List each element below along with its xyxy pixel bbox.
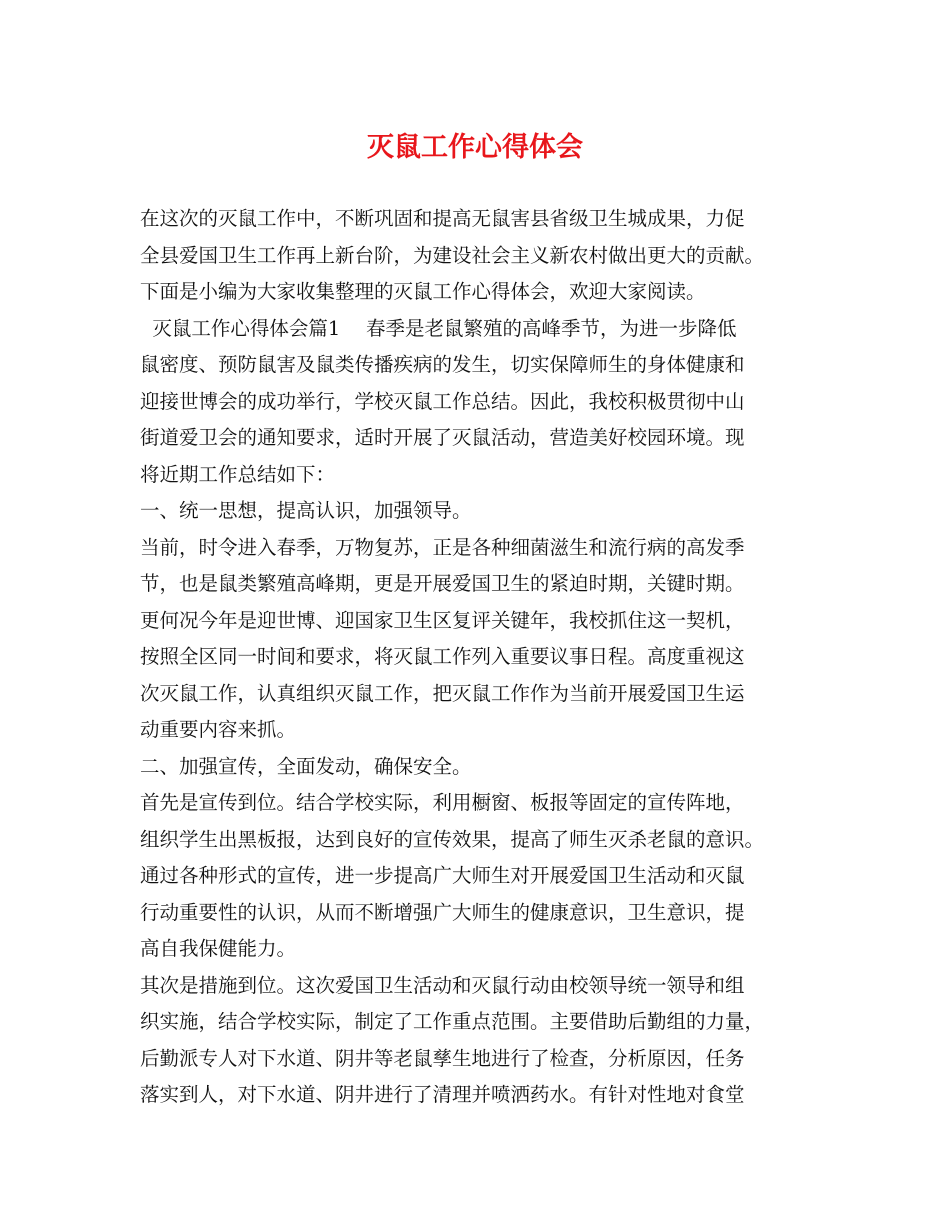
text-line: 迎接世博会的成功举行，学校灭鼠工作总结。因此，我校积极贯彻中山 — [140, 389, 745, 413]
text-line: 更何况今年是迎世博、迎国家卫生区复评关键年，我校抓住这一契机， — [140, 608, 745, 632]
text-line: 行动重要性的认识，从而不断增强广大师生的健康意识，卫生意识，提 — [140, 900, 745, 924]
text-line: 下面是小编为大家收集整理的灭鼠工作心得体会，欢迎大家阅读。 — [140, 280, 706, 303]
section-heading: 二、加强宣传，全面发动，确保安全。 — [140, 754, 472, 778]
text-line: 节，也是鼠类繁殖高峰期，更是开展爱国卫生的紧迫时期，关键时期。 — [140, 572, 745, 595]
text-line: 后勤派专人对下水道、阴井等老鼠孳生地进行了检查，分析原因，任务 — [140, 1046, 745, 1070]
text-line: 动重要内容来抓。 — [140, 718, 297, 741]
text-line: 织实施，结合学校实际，制定了工作重点范围。主要借助后勤组的力量， — [140, 1010, 765, 1033]
text-line: 将近期工作总结如下： — [140, 462, 336, 486]
text-line: 鼠密度、预防鼠害及鼠类传播疾病的发生，切实保障师生的身体健康和 — [140, 353, 745, 376]
text-line: 高自我保健能力。 — [140, 937, 297, 960]
text-line: 通过各种形式的宣传，进一步提高广大师生对开展爱国卫生活动和灭鼠 — [140, 864, 745, 887]
text-line: 组织学生出黑板报，达到良好的宣传效果，提高了师生灭杀老鼠的意识。 — [140, 827, 765, 851]
text-line: 在这次的灭鼠工作中，不断巩固和提高无鼠害县省级卫生城成果，力促 — [140, 207, 745, 230]
text-line: 灭鼠工作心得体会篇1 春季是老鼠繁殖的高峰季节，为进一步降低 — [140, 316, 737, 340]
text-line: 按照全区同一时间和要求，将灭鼠工作列入重要议事日程。高度重视这 — [140, 645, 745, 668]
section-heading: 一、统一思想，提高认识，加强领导。 — [140, 499, 472, 522]
document-title: 灭鼠工作心得体会 — [367, 132, 583, 163]
text-line: 首先是宣传到位。结合学校实际，利用橱窗、板报等固定的宣传阵地， — [140, 791, 745, 814]
text-line: 当前，时令进入春季，万物复苏，正是各种细菌滋生和流行病的高发季 — [140, 535, 745, 559]
text-line: 次灭鼠工作，认真组织灭鼠工作，把灭鼠工作作为当前开展爱国卫生运 — [140, 681, 745, 705]
text-line: 其次是措施到位。这次爱国卫生活动和灭鼠行动由校领导统一领导和组 — [140, 973, 745, 997]
text-line: 落实到人，对下水道、阴井进行了清理并喷洒药水。有针对性地对食堂 — [140, 1083, 745, 1106]
text-line: 街道爱卫会的通知要求，适时开展了灭鼠活动，营造美好校园环境。现 — [140, 426, 745, 449]
text-line: 全县爱国卫生工作再上新台阶，为建设社会主义新农村做出更大的贡献。 — [140, 243, 765, 267]
document-body — [140, 201, 820, 1114]
